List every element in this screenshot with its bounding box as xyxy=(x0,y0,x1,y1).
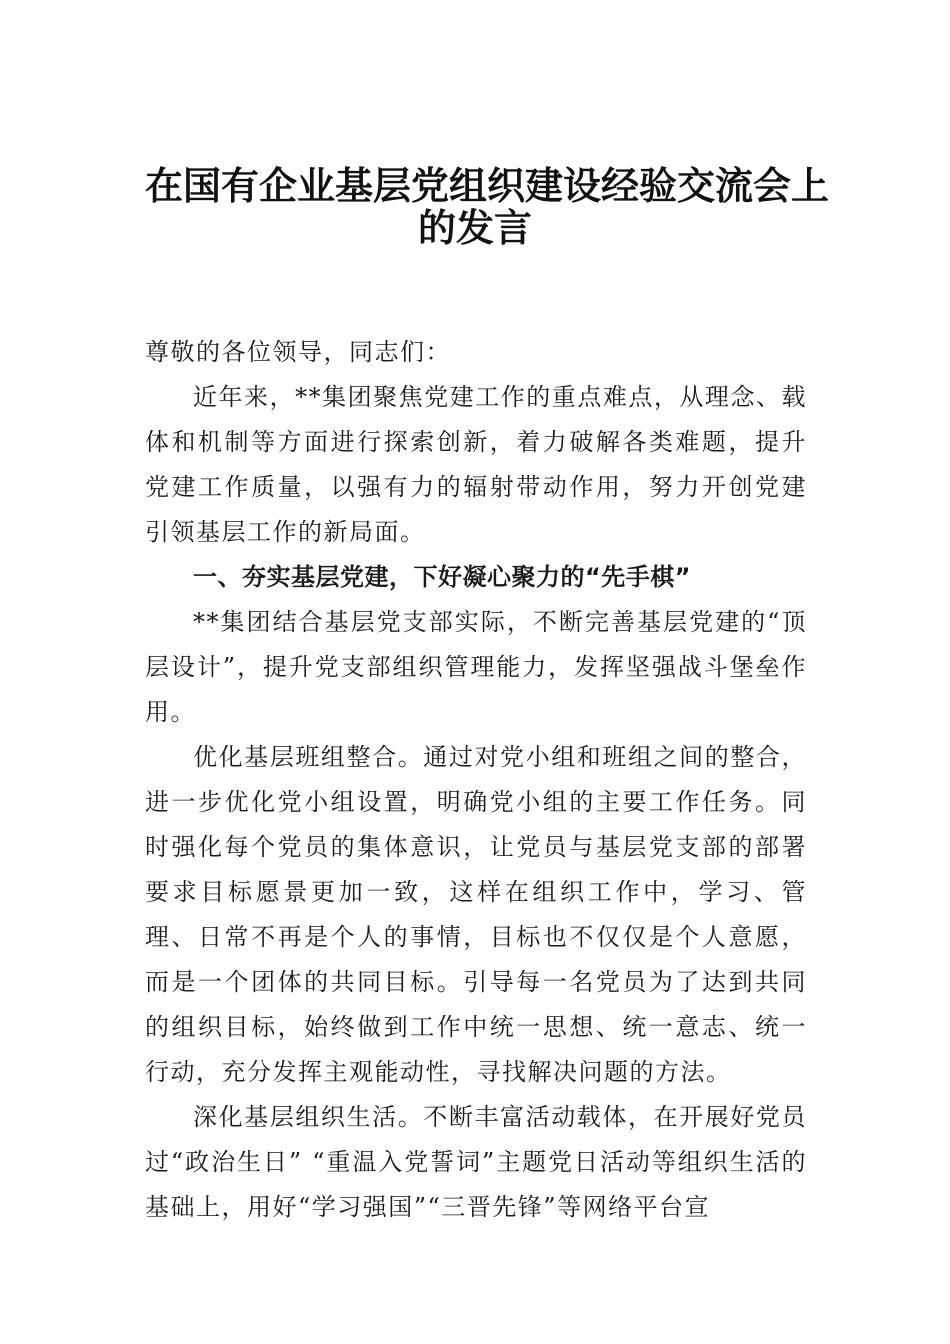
salutation: 尊敬的各位领导，同志们： xyxy=(145,338,451,366)
section-paragraph-2: 优化基层班组整合。通过对党小组和班组之间的整合，进一步优化党小组设置，明确党小组的主要工作任务。同时强化每个党员的集体意识，让党员与基层党支部的部署要求目标愿景更加一致，这样在组织工作中，学习、管理、日常不再是个人的事情，目标也不仅仅是个人意愿，而是一个团体的共同目标。引导每一名党员为了达到共同的组织目标，始终做到工作中统一思想、统一意志、统一行动，充分发挥主观能动性，寻找解决问题的方法。 xyxy=(145,743,807,1086)
section-paragraph-3: 深化基层组织生活。不断丰富活动载体，在开展好党员过“政治生日” “重温入党誓词”主题党日活动等组织生活的基础上，用好“学习强国”“三晋先锋”等网络平台宣 xyxy=(145,1103,807,1221)
section-heading: 一、夯实基层党建，下好凝心聚力的“先手棋” xyxy=(193,563,692,591)
document-body xyxy=(145,330,807,1230)
document-title-line-2: 的发言 xyxy=(417,205,532,250)
intro-paragraph: 近年来，**集团聚焦党建工作的重点难点，从理念、载体和机制等方面进行探索创新，着力破解各类难题，提升党建工作质量，以强有力的辐射带动作用，努力开创党建引领基层工作的新局面。 xyxy=(145,383,807,546)
section-paragraph-1: **集团结合基层党支部实际，不断完善基层党建的“顶层设计”，提升党支部组织管理能力，发挥坚强战斗堡垒作用。 xyxy=(145,608,807,726)
document-title-line-1: 在国有企业基层党组织建设经验交流会上 xyxy=(145,163,830,208)
